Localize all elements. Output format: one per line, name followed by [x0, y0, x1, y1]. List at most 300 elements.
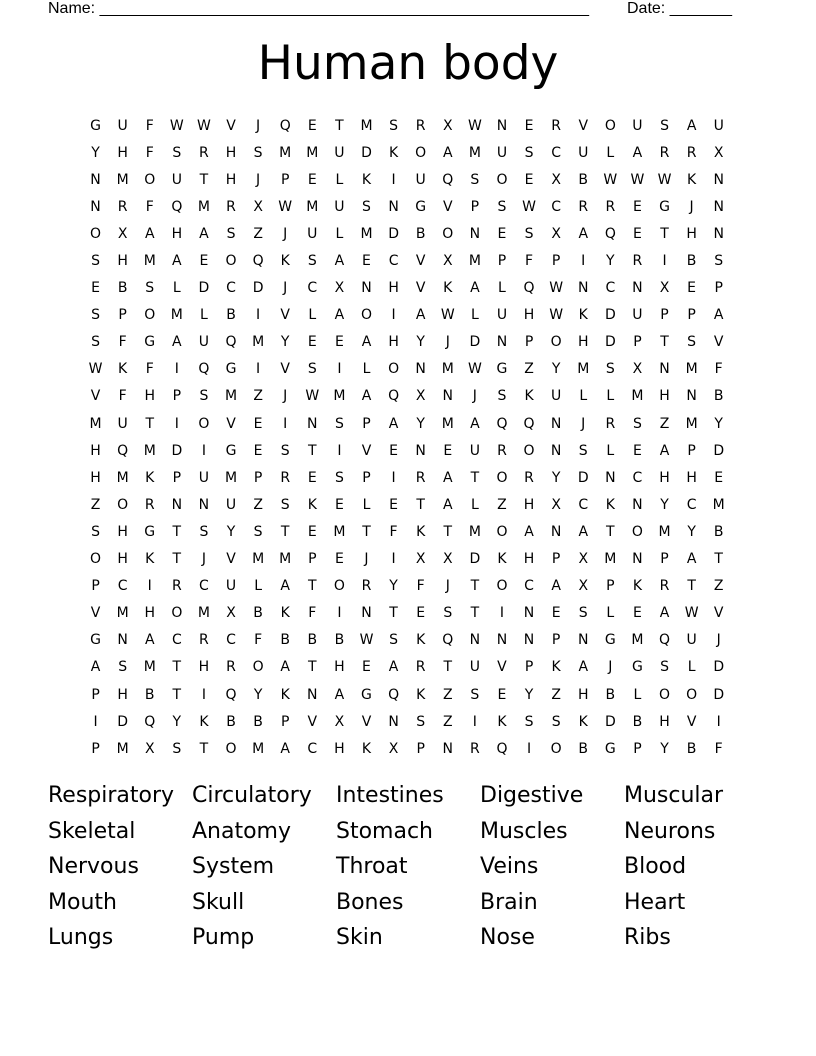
- grid-letter: P: [308, 551, 317, 568]
- grid-letter: X: [551, 225, 561, 242]
- grid-letter: P: [660, 551, 669, 568]
- grid-letter: R: [578, 198, 589, 215]
- grid-letter: H: [117, 551, 128, 568]
- grid-row: [82, 600, 742, 627]
- grid-letter: H: [225, 144, 237, 161]
- grid-letter: Y: [606, 253, 615, 270]
- grid-letter: M: [224, 469, 238, 486]
- word-bank-item: Nervous: [48, 854, 139, 879]
- grid-letter: S: [307, 361, 317, 378]
- grid-letter: I: [391, 551, 396, 568]
- grid-letter: K: [687, 171, 697, 188]
- grid-letter: M: [631, 632, 644, 649]
- grid-letter: S: [470, 171, 480, 188]
- grid-letter: E: [307, 117, 317, 134]
- grid-letter: M: [143, 659, 156, 676]
- grid-letter: F: [308, 605, 317, 622]
- word-bank-item: Skeletal: [48, 818, 136, 844]
- grid-letter: I: [391, 307, 396, 324]
- grid-letter: Z: [713, 578, 724, 595]
- grid-letter: E: [632, 198, 642, 215]
- grid-letter: M: [89, 415, 102, 432]
- grid-letter: L: [335, 171, 344, 188]
- grid-letter: M: [468, 144, 481, 161]
- grid-letter: S: [497, 198, 507, 215]
- grid-letter: E: [307, 523, 317, 540]
- grid-letter: G: [361, 686, 372, 703]
- grid-letter: S: [524, 225, 534, 242]
- grid-letter: H: [577, 686, 589, 703]
- grid-letter: B: [578, 171, 589, 188]
- grid-letter: A: [442, 144, 453, 161]
- grid-letter: H: [686, 469, 697, 486]
- grid-letter: T: [145, 415, 155, 432]
- grid-letter: W: [522, 198, 536, 215]
- grid-letter: M: [685, 415, 698, 432]
- grid-letter: N: [361, 280, 372, 297]
- grid-letter: D: [713, 659, 725, 676]
- grid-letter: O: [144, 171, 156, 188]
- grid-letter: A: [578, 659, 589, 676]
- grid-letter: F: [145, 198, 154, 215]
- grid-letter: R: [171, 578, 182, 595]
- grid-letter: M: [658, 523, 671, 540]
- grid-letter: T: [714, 551, 723, 568]
- word-bank-item: Skin: [336, 925, 383, 950]
- grid-letter: R: [280, 469, 291, 486]
- grid-letter: C: [605, 280, 616, 297]
- grid-letter: C: [199, 578, 209, 595]
- grid-letter: W: [467, 361, 482, 378]
- grid-letter: O: [523, 442, 535, 459]
- grid-letter: T: [199, 740, 209, 757]
- grid-letter: V: [226, 551, 236, 568]
- grid-letter: P: [118, 307, 127, 324]
- grid-letter: U: [334, 198, 345, 215]
- grid-letter: Q: [442, 171, 454, 188]
- grid-letter: I: [662, 253, 667, 270]
- grid-letter: N: [361, 605, 372, 622]
- grid-letter: Q: [388, 686, 400, 703]
- grid-letter: Z: [524, 361, 534, 378]
- grid-letter: N: [659, 361, 670, 378]
- grid-letter: S: [199, 523, 209, 540]
- word-bank-item: Pump: [192, 925, 255, 950]
- grid-letter: L: [606, 442, 615, 459]
- grid-letter: G: [604, 740, 616, 757]
- grid-letter: S: [524, 713, 534, 730]
- grid-letter: S: [660, 659, 669, 676]
- grid-letter: U: [686, 632, 697, 649]
- grid-letter: N: [388, 198, 399, 215]
- grid-letter: L: [308, 307, 317, 324]
- grid-letter: W: [305, 388, 320, 405]
- grid-letter: D: [198, 280, 210, 297]
- grid-letter: A: [361, 388, 372, 405]
- grid-letter: P: [362, 469, 371, 486]
- grid-letter: I: [337, 605, 342, 622]
- grid-letter: O: [604, 117, 616, 134]
- word-bank-item: Stomach: [336, 818, 434, 844]
- grid-letter: M: [333, 523, 346, 540]
- grid-letter: I: [391, 171, 396, 188]
- grid-letter: G: [604, 632, 616, 649]
- grid-letter: R: [605, 198, 616, 215]
- grid-letter: A: [632, 144, 643, 161]
- grid-row: [82, 410, 742, 437]
- grid-letter: R: [415, 469, 426, 486]
- grid-letter: K: [632, 578, 643, 595]
- grid-letter: M: [441, 361, 454, 378]
- grid-letter: G: [659, 198, 670, 215]
- grid-letter: X: [226, 605, 236, 622]
- grid-letter: L: [579, 388, 588, 405]
- grid-letter: W: [630, 171, 645, 188]
- grid-letter: A: [470, 280, 480, 297]
- grid-letter: Z: [253, 388, 263, 405]
- grid-letter: T: [280, 523, 290, 540]
- grid-letter: U: [713, 117, 724, 134]
- grid-letter: U: [307, 225, 318, 242]
- grid-letter: A: [713, 307, 724, 324]
- grid-letter: R: [659, 144, 670, 161]
- grid-letter: U: [578, 144, 589, 161]
- grid-letter: C: [307, 280, 318, 297]
- grid-letter: N: [496, 117, 508, 134]
- grid-letter: T: [308, 659, 317, 676]
- grid-letter: V: [415, 253, 426, 270]
- grid-letter: E: [632, 225, 642, 242]
- grid-letter: S: [551, 713, 561, 730]
- grid-letter: F: [118, 334, 127, 351]
- grid-letter: K: [524, 388, 534, 405]
- grid-letter: U: [469, 442, 480, 459]
- grid-letter: H: [659, 713, 670, 730]
- word-bank-item: Brain: [480, 889, 538, 915]
- grid-letter: O: [360, 307, 372, 324]
- grid-letter: W: [467, 117, 482, 134]
- grid-letter: N: [198, 496, 210, 513]
- grid-letter: F: [145, 117, 154, 134]
- grid-letter: E: [632, 442, 642, 459]
- grid-letter: J: [283, 280, 288, 297]
- grid-letter: H: [225, 171, 237, 188]
- grid-letter: U: [632, 307, 643, 324]
- grid-letter: S: [632, 415, 642, 432]
- grid-letter: F: [714, 361, 723, 378]
- grid-letter: D: [388, 225, 399, 242]
- grid-letter: V: [713, 605, 724, 622]
- grid-letter: W: [603, 171, 618, 188]
- word-bank-item: Respiratory: [48, 783, 175, 808]
- grid-letter: A: [551, 578, 561, 595]
- grid-letter: Q: [388, 388, 400, 405]
- grid-letter: K: [145, 469, 155, 486]
- grid-letter: T: [687, 578, 696, 595]
- grid-letter: S: [334, 469, 344, 486]
- grid-letter: L: [606, 388, 615, 405]
- grid-letter: U: [171, 171, 182, 188]
- grid-letter: A: [144, 225, 155, 242]
- grid-letter: R: [361, 578, 372, 595]
- grid-letter: W: [359, 632, 374, 649]
- grid-letter: G: [225, 442, 237, 459]
- grid-letter: S: [687, 334, 697, 351]
- grid-letter: K: [416, 632, 426, 649]
- grid-letter: E: [687, 280, 697, 297]
- grid-letter: N: [632, 496, 643, 513]
- grid-letter: W: [549, 307, 564, 324]
- word-bank-item: Anatomy: [192, 818, 292, 844]
- grid-letter: M: [306, 198, 319, 215]
- grid-letter: K: [307, 496, 317, 513]
- grid-letter: N: [713, 171, 724, 188]
- grid-letter: U: [225, 496, 237, 513]
- grid-letter: A: [199, 225, 209, 242]
- grid-letter: R: [551, 117, 561, 134]
- word-bank-item: Veins: [480, 854, 539, 879]
- grid-letter: S: [334, 415, 344, 432]
- grid-letter: V: [497, 659, 507, 676]
- grid-letter: A: [415, 307, 426, 324]
- grid-letter: U: [469, 659, 480, 676]
- grid-letter: W: [169, 117, 184, 134]
- grid-letter: T: [470, 469, 480, 486]
- grid-letter: U: [198, 469, 210, 486]
- grid-letter: P: [253, 469, 263, 486]
- grid-letter: K: [497, 551, 507, 568]
- grid-letter: Z: [497, 496, 507, 513]
- grid-letter: E: [307, 334, 317, 351]
- grid-letter: K: [280, 253, 290, 270]
- grid-letter: P: [551, 253, 561, 270]
- grid-letter: H: [90, 442, 101, 459]
- grid-letter: I: [256, 307, 261, 324]
- grid-letter: S: [91, 253, 100, 270]
- word-bank-item: Mouth: [48, 889, 117, 915]
- grid-letter: Q: [496, 740, 508, 757]
- grid-letter: H: [171, 225, 183, 242]
- grid-letter: H: [117, 253, 128, 270]
- grid-row: [82, 383, 742, 410]
- grid-letter: Q: [225, 686, 237, 703]
- grid-letter: W: [278, 198, 293, 215]
- grid-letter: B: [686, 740, 697, 757]
- grid-letter: J: [283, 388, 288, 405]
- grid-letter: H: [659, 388, 670, 405]
- grid-letter: V: [686, 713, 697, 730]
- grid-letter: B: [253, 605, 263, 622]
- grid-letter: D: [604, 713, 616, 730]
- grid-letter: Y: [172, 713, 182, 730]
- grid-letter: A: [578, 523, 589, 540]
- grid-letter: Y: [91, 144, 100, 161]
- grid-letter: P: [91, 740, 100, 757]
- grid-letter: R: [686, 144, 697, 161]
- grid-letter: S: [91, 307, 100, 324]
- grid-letter: F: [389, 523, 398, 540]
- grid-letter: O: [415, 144, 427, 161]
- grid-letter: T: [389, 605, 398, 622]
- grid-letter: N: [442, 740, 453, 757]
- word-bank-item: Bones: [336, 889, 404, 915]
- grid-letter: O: [442, 225, 454, 242]
- grid-letter: J: [608, 659, 613, 676]
- grid-letter: N: [577, 632, 589, 649]
- grid-letter: C: [578, 496, 589, 513]
- grid-letter: T: [172, 551, 182, 568]
- grid-letter: S: [145, 280, 155, 297]
- grid-letter: C: [524, 578, 534, 595]
- grid-letter: N: [90, 198, 101, 215]
- grid-letter: G: [415, 198, 427, 215]
- grid-letter: N: [523, 605, 535, 622]
- grid-letter: C: [388, 253, 399, 270]
- word-bank-item: Circulatory: [192, 783, 312, 808]
- grid-letter: M: [143, 442, 156, 459]
- grid-letter: V: [226, 117, 236, 134]
- grid-letter: R: [524, 469, 534, 486]
- grid-row: [82, 329, 742, 356]
- grid-letter: X: [442, 551, 453, 568]
- grid-letter: D: [604, 334, 616, 351]
- grid-letter: S: [389, 117, 399, 134]
- grid-letter: O: [631, 523, 643, 540]
- word-bank-item: Muscular: [624, 783, 724, 808]
- grid-letter: L: [470, 307, 479, 324]
- grid-letter: L: [606, 144, 615, 161]
- grid-letter: L: [362, 361, 371, 378]
- grid-letter: M: [116, 469, 129, 486]
- grid-letter: P: [91, 686, 100, 703]
- grid-letter: D: [252, 280, 264, 297]
- grid-letter: S: [524, 144, 534, 161]
- grid-letter: L: [172, 280, 181, 297]
- grid-letter: B: [605, 686, 616, 703]
- grid-letter: E: [524, 171, 534, 188]
- grid-letter: Y: [253, 686, 263, 703]
- grid-letter: K: [388, 144, 399, 161]
- grid-letter: H: [577, 334, 589, 351]
- page-title: Human body: [257, 36, 559, 91]
- grid-letter: N: [171, 496, 183, 513]
- grid-letter: T: [660, 225, 669, 242]
- grid-letter: K: [551, 659, 561, 676]
- grid-letter: R: [117, 198, 128, 215]
- grid-letter: H: [90, 469, 101, 486]
- word-bank: [48, 780, 768, 958]
- grid-letter: L: [633, 686, 642, 703]
- grid-letter: D: [577, 469, 589, 486]
- grid-letter: X: [713, 144, 724, 161]
- word-bank-item: Neurons: [624, 818, 716, 844]
- grid-letter: X: [415, 388, 426, 405]
- grid-letter: U: [551, 388, 562, 405]
- grid-letter: O: [198, 415, 210, 432]
- word-bank-item: Ribs: [624, 925, 671, 950]
- grid-letter: G: [496, 361, 508, 378]
- grid-letter: O: [659, 686, 671, 703]
- grid-row: [82, 166, 742, 193]
- grid-letter: A: [659, 605, 670, 622]
- grid-letter: W: [657, 171, 672, 188]
- grid-letter: C: [551, 198, 562, 215]
- grid-letter: T: [335, 117, 344, 134]
- grid-letter: E: [253, 415, 263, 432]
- grid-letter: O: [144, 307, 156, 324]
- grid-letter: H: [523, 307, 535, 324]
- grid-letter: P: [606, 578, 615, 595]
- grid-letter: S: [91, 523, 100, 540]
- grid-letter: C: [686, 496, 697, 513]
- word-bank-item: System: [192, 854, 275, 879]
- word-bank-item: Muscles: [480, 818, 568, 844]
- grid-row: [82, 302, 742, 329]
- grid-letter: Q: [604, 225, 616, 242]
- grid-letter: H: [117, 523, 128, 540]
- grid-letter: Y: [226, 523, 236, 540]
- grid-letter: K: [416, 686, 426, 703]
- grid-letter: S: [362, 198, 371, 215]
- grid-letter: E: [91, 280, 100, 297]
- grid-letter: O: [252, 659, 264, 676]
- grid-letter: P: [362, 415, 371, 432]
- grid-letter: M: [360, 117, 373, 134]
- grid-letter: X: [388, 740, 399, 757]
- grid-letter: L: [687, 659, 696, 676]
- grid-letter: J: [283, 225, 288, 242]
- grid-letter: I: [581, 253, 586, 270]
- grid-letter: R: [144, 496, 155, 513]
- grid-letter: B: [415, 225, 426, 242]
- grid-letter: I: [201, 686, 206, 703]
- grid-letter: V: [226, 415, 236, 432]
- grid-letter: Y: [660, 496, 669, 513]
- grid-letter: P: [524, 334, 534, 351]
- grid-letter: O: [333, 578, 345, 595]
- grid-letter: M: [252, 740, 265, 757]
- word-bank-item: Lungs: [48, 925, 114, 950]
- grid-letter: S: [172, 144, 182, 161]
- grid-letter: K: [605, 496, 615, 513]
- grid-letter: M: [279, 144, 292, 161]
- grid-row: [82, 654, 742, 681]
- grid-letter: J: [689, 198, 694, 215]
- grid-letter: R: [199, 144, 209, 161]
- grid-letter: F: [714, 740, 723, 757]
- grid-letter: N: [388, 713, 399, 730]
- grid-letter: H: [198, 659, 210, 676]
- grid-letter: H: [523, 551, 535, 568]
- grid-letter: N: [523, 632, 535, 649]
- grid-letter: I: [526, 740, 532, 757]
- grid-letter: N: [469, 632, 481, 649]
- grid-letter: Z: [90, 496, 101, 513]
- grid-letter: M: [170, 307, 183, 324]
- grid-letter: X: [253, 198, 263, 215]
- grid-letter: M: [197, 198, 210, 215]
- word-bank-item: Skull: [192, 889, 245, 915]
- grid-letter: C: [117, 578, 128, 595]
- grid-letter: O: [496, 469, 508, 486]
- grid-letter: A: [686, 551, 697, 568]
- grid-letter: Z: [253, 225, 263, 242]
- grid-letter: E: [551, 605, 561, 622]
- grid-letter: N: [117, 632, 128, 649]
- grid-letter: B: [686, 253, 697, 270]
- grid-letter: N: [307, 686, 318, 703]
- grid-letter: Q: [523, 280, 535, 297]
